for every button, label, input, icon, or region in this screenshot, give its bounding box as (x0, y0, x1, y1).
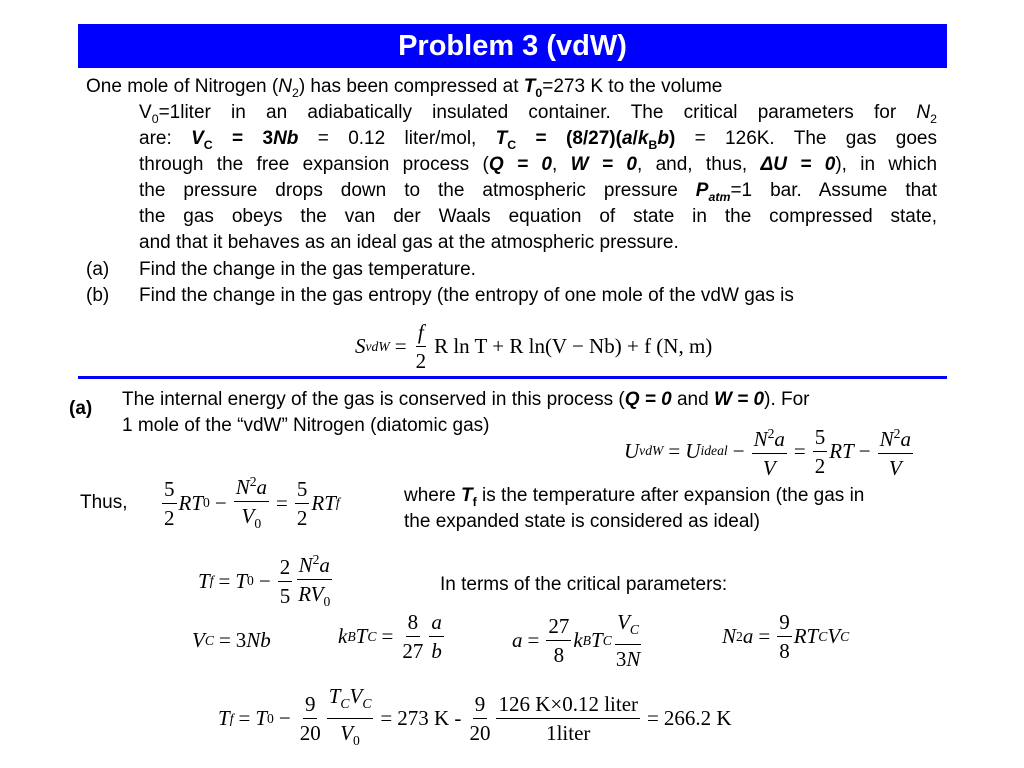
final-result-equation: T f = T 0 − $\frac{9}{20}$ $\frac{T_CV_C}{V_0}$ = 273 K - $\frac{9}{20}$ $\frac{\text{126 K×0.12 liter}}{\text{1liter}}$ = 266.2 K (218, 684, 732, 749)
intro-line-7: and that it behaves as an ideal gas at the atmospheric pressure. (139, 232, 679, 253)
vc-relation: V C = 3 Nb (192, 628, 271, 652)
item-a-text: Find the change in the gas temperature. (139, 259, 476, 280)
critical-parameters-text: In terms of the critical parameters: (440, 574, 728, 595)
n2a-relation: N 2 a = $\frac{9}{8}$ RT C V C (722, 610, 850, 663)
thus-label: Thus, (80, 492, 128, 513)
item-b-label: (b) (86, 285, 110, 306)
intro-line-1: One mole of Nitrogen $(N_2)$ has been compressed at $T_0=273$ K to the volume (86, 76, 723, 100)
separator-line (78, 376, 947, 379)
final-value: 266.2 K (663, 706, 732, 731)
solution-text-2: 1 mole of the “vdW” Nitrogen (diatomic gas) (122, 415, 490, 436)
intro-line-2: $V_0=1liter$ in an adiabatically insulated container. The critical parameters for $N_2$ (139, 102, 937, 126)
intro-line-3: are: $V_C = 3Nb = 0.12$ liter/mol, $T_C = (8/27)(a/k_Bb) = 126K$. The gas goes (139, 128, 937, 152)
internal-energy-equation: U vdW = U ideal − $\frac{N^2a}{V}$ = $\frac{5}{2}$ RT − $\frac{N^2a}{V}$ (624, 420, 915, 482)
solution-label: (a) (69, 398, 93, 419)
where-line-2: the expanded state is considered as ideal) (404, 511, 760, 532)
f-over-2: $\frac{f}{2}$ (415, 320, 427, 373)
intro-line-5: the pressure drops down to the atmospheric pressure $P_{atm}=1$ bar. Assume that (139, 180, 938, 204)
entropy-equation: S vdW = $\frac{f}{2}$ R ln T + R ln(V − Nb) + f (N, m) (355, 320, 713, 373)
slide-title: Problem 3 (vdW) (398, 30, 627, 62)
intro-line-4: through the free expansion process (Q = 0, W = 0, and, thus, ΔU = 0), in which (139, 154, 938, 175)
kbtc-relation: k B T C = $\frac{8}{27}$ $\frac{a}{b}$ (338, 610, 442, 663)
intro-line-6: the gas obeys the van der Waals equation of state in the compressed state, (139, 206, 937, 227)
a-relation: a = $\frac{27}{8}$ k B T C $\frac{V_C}{3N}$ (512, 610, 641, 672)
item-a-label: (a) (86, 259, 110, 280)
solution-text-1: The internal energy of the gas is conserved in this process (Q = 0 and W = 0). For (122, 389, 810, 410)
where-line-1: where $T_f$ is the temperature after expansion (the gas in (404, 485, 865, 509)
energy-balance-equation: $\frac{5}{2}$ RT 0 − $\frac{N^2a}{V_0}$ = $\frac{5}{2}$ RT f (160, 468, 340, 538)
final-temperature-formula: T f = T 0 − $\frac{2}{5}$ $\frac{N^2a}{RV_0}$ (198, 546, 334, 616)
title-bar (78, 24, 947, 68)
item-b-text: Find the change in the gas entropy (the entropy of one mole of the vdW gas is (139, 285, 794, 306)
